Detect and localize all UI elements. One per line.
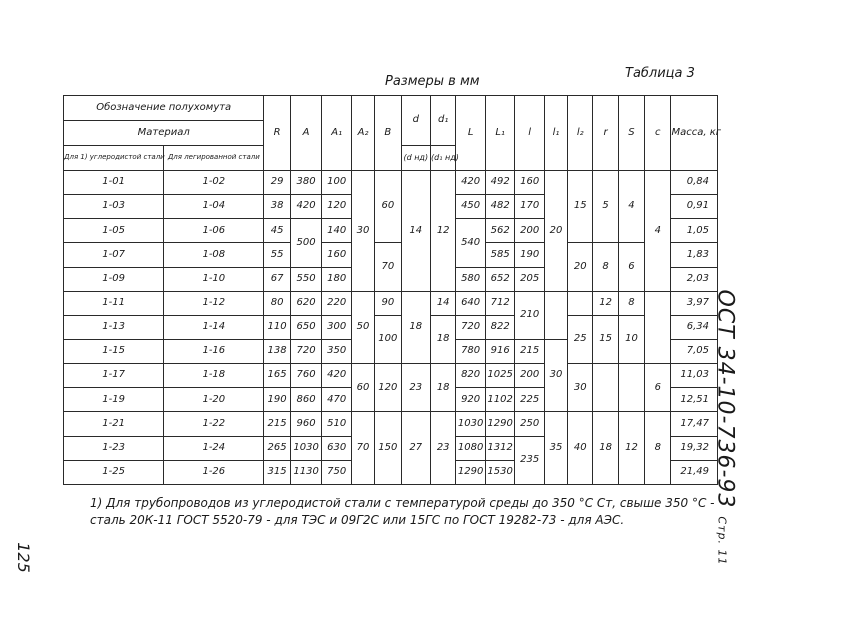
cell-mass: 3,97 [671, 291, 718, 315]
cell-s: 6 [618, 243, 644, 291]
cell-l1: 35 [544, 412, 567, 485]
cell-a: 650 [290, 315, 322, 339]
cell-l1-big: 1025 [485, 364, 515, 388]
header-alloy-steel: Для легированной стали [164, 146, 264, 171]
cell-carbon: 1-05 [64, 219, 164, 243]
cell-s: 10 [618, 315, 644, 363]
cell-l1-big: 822 [485, 315, 515, 339]
header-d1: d₁ [431, 96, 456, 146]
cell-alloy: 1-20 [164, 388, 264, 412]
cell-a2: 70 [351, 412, 374, 485]
cell-alloy: 1-04 [164, 195, 264, 219]
cell-b: 120 [375, 364, 401, 412]
cell-l2 [568, 291, 593, 315]
cell-d1: 14 [431, 291, 456, 315]
cell-carbon: 1-17 [64, 364, 164, 388]
header-pipe-designation: Обозначение полухомута [64, 96, 264, 121]
table-row [64, 243, 718, 267]
header-carbon-steel: Для 1) углеродистой стали [64, 146, 164, 171]
cell-a: 500 [290, 219, 322, 267]
cell-a1: 120 [322, 195, 352, 219]
cell-a1: 350 [322, 339, 352, 363]
header-a: A [290, 96, 322, 171]
cell-l1-big: 492 [485, 171, 515, 195]
cell-alloy: 1-18 [164, 364, 264, 388]
table-row [64, 412, 718, 436]
cell-a1: 160 [322, 243, 352, 267]
table-title: Таблица 3 [625, 66, 695, 81]
cell-l1-big: 712 [485, 291, 515, 315]
cell-mass: 17,47 [671, 412, 718, 436]
cell-a1: 510 [322, 412, 352, 436]
cell-r: 29 [264, 171, 290, 195]
cell-s: 8 [618, 291, 644, 315]
cell-l-big: 580 [456, 267, 486, 291]
cell-s: 4 [618, 171, 644, 243]
cell-a1: 470 [322, 388, 352, 412]
cell-a: 620 [290, 291, 322, 315]
table-row [64, 364, 718, 388]
cell-s: 12 [618, 412, 644, 485]
cell-l-big: 1290 [456, 460, 486, 484]
header-l2: l₂ [568, 96, 593, 171]
cell-r-small: 18 [593, 412, 618, 485]
cell-mass: 12,51 [671, 388, 718, 412]
designation-page: Стр. 11 [715, 516, 729, 566]
cell-a: 1130 [290, 460, 322, 484]
cell-s [618, 364, 644, 412]
cell-l-small: 215 [515, 339, 545, 363]
cell-l1-big: 916 [485, 339, 515, 363]
cell-l-big: 780 [456, 339, 486, 363]
cell-d: 23 [401, 364, 431, 412]
cell-b: 100 [375, 315, 401, 363]
cell-r: 55 [264, 243, 290, 267]
document-designation [713, 218, 738, 638]
cell-l1-big: 1530 [485, 460, 515, 484]
cell-a: 550 [290, 267, 322, 291]
cell-carbon: 1-01 [64, 171, 164, 195]
cell-r: 315 [264, 460, 290, 484]
cell-l-small: 190 [515, 243, 545, 267]
cell-l2: 25 [568, 315, 593, 363]
cell-l2: 30 [568, 364, 593, 412]
cell-l1 [544, 291, 567, 339]
header-l1: l₁ [544, 96, 567, 171]
cell-r: 80 [264, 291, 290, 315]
page-number: 125 [13, 542, 33, 573]
cell-alloy: 1-10 [164, 267, 264, 291]
cell-alloy: 1-14 [164, 315, 264, 339]
cell-c: 8 [645, 412, 671, 485]
cell-l-big: 450 [456, 195, 486, 219]
cell-a: 760 [290, 364, 322, 388]
cell-c: 4 [645, 171, 671, 292]
header-l1-big: L₁ [485, 96, 515, 171]
cell-mass: 19,32 [671, 436, 718, 460]
cell-alloy: 1-12 [164, 291, 264, 315]
cell-l-big: 540 [456, 219, 486, 267]
table-row [64, 315, 718, 339]
cell-a: 420 [290, 195, 322, 219]
cell-r: 67 [264, 267, 290, 291]
cell-l-big: 920 [456, 388, 486, 412]
cell-carbon: 1-13 [64, 315, 164, 339]
cell-l1-big: 652 [485, 267, 515, 291]
cell-r-small: 5 [593, 171, 618, 243]
table-row [64, 171, 718, 195]
cell-l-small: 250 [515, 412, 545, 436]
cell-l-big: 1080 [456, 436, 486, 460]
cell-d1: 18 [431, 315, 456, 363]
header-material: Материал [64, 121, 264, 146]
cell-alloy: 1-02 [164, 171, 264, 195]
cell-l-small: 200 [515, 364, 545, 388]
cell-r: 190 [264, 388, 290, 412]
cell-d: 14 [401, 171, 431, 292]
cell-mass: 11,03 [671, 364, 718, 388]
cell-r: 265 [264, 436, 290, 460]
cell-l-small: 160 [515, 171, 545, 195]
cell-mass: 7,05 [671, 339, 718, 363]
cell-a1: 220 [322, 291, 352, 315]
units-caption: Размеры в мм [385, 74, 480, 89]
header-l-small: l [515, 96, 545, 171]
cell-l-small: 200 [515, 219, 545, 243]
cell-mass: 1,05 [671, 219, 718, 243]
cell-alloy: 1-06 [164, 219, 264, 243]
cell-a1: 180 [322, 267, 352, 291]
footnote: 1) Для трубопроводов из углеродистой стали с температурой среды до 350 °С Ст, свыше 350 °С - сталь 20К-11 ГОСТ 5520-79 - для ТЭС и 09Г2С или 15ГС по ГОСТ 19282-73 - для АЭС. [90, 496, 715, 527]
cell-r-small: 12 [593, 291, 618, 315]
cell-d1: 23 [431, 412, 456, 485]
cell-a: 1030 [290, 436, 322, 460]
cell-carbon: 1-21 [64, 412, 164, 436]
cell-r: 110 [264, 315, 290, 339]
cell-carbon: 1-03 [64, 195, 164, 219]
cell-l1: 20 [544, 171, 567, 292]
cell-l-small: 205 [515, 267, 545, 291]
header-s: S [618, 96, 644, 171]
cell-l1-big: 1312 [485, 436, 515, 460]
header-d: d [401, 96, 431, 146]
cell-alloy: 1-22 [164, 412, 264, 436]
cell-r: 165 [264, 364, 290, 388]
header-l-big: L [456, 96, 486, 171]
header-a1: A₁ [322, 96, 352, 171]
cell-carbon: 1-25 [64, 460, 164, 484]
cell-l-small: 235 [515, 436, 545, 484]
table-row [64, 291, 718, 315]
cell-mass: 6,34 [671, 315, 718, 339]
header-r: R [264, 96, 290, 171]
cell-l1-big: 1102 [485, 388, 515, 412]
cell-d: 18 [401, 291, 431, 363]
cell-d: 27 [401, 412, 431, 485]
cell-alloy: 1-08 [164, 243, 264, 267]
cell-l1: 30 [544, 339, 567, 411]
cell-b: 150 [375, 412, 401, 485]
cell-l1-big: 482 [485, 195, 515, 219]
cell-l-big: 640 [456, 291, 486, 315]
cell-c: 6 [645, 364, 671, 412]
header-c: c [645, 96, 671, 171]
cell-carbon: 1-11 [64, 291, 164, 315]
cell-d1: 18 [431, 364, 456, 412]
cell-alloy: 1-24 [164, 436, 264, 460]
cell-alloy: 1-16 [164, 339, 264, 363]
cell-mass: 21,49 [671, 460, 718, 484]
cell-carbon: 1-15 [64, 339, 164, 363]
cell-carbon: 1-07 [64, 243, 164, 267]
cell-l1-big: 562 [485, 219, 515, 243]
cell-l-big: 1030 [456, 412, 486, 436]
cell-a2: 60 [351, 364, 374, 412]
cell-a1: 300 [322, 315, 352, 339]
cell-b: 90 [375, 291, 401, 315]
cell-r: 38 [264, 195, 290, 219]
cell-alloy: 1-26 [164, 460, 264, 484]
designation-code: ОСТ 34-10-736-93 [712, 289, 738, 509]
cell-l-big: 420 [456, 171, 486, 195]
cell-carbon: 1-09 [64, 267, 164, 291]
cell-l2: 40 [568, 412, 593, 485]
cell-l1-big: 1290 [485, 412, 515, 436]
cell-a1: 100 [322, 171, 352, 195]
cell-l-big: 820 [456, 364, 486, 388]
cell-l2: 15 [568, 171, 593, 243]
cell-carbon: 1-19 [64, 388, 164, 412]
cell-l-big: 720 [456, 315, 486, 339]
cell-a1: 630 [322, 436, 352, 460]
cell-r-small: 15 [593, 315, 618, 363]
cell-a: 720 [290, 339, 322, 363]
cell-d1: 12 [431, 171, 456, 292]
cell-r-small: 8 [593, 243, 618, 291]
cell-a: 380 [290, 171, 322, 195]
cell-a1: 420 [322, 364, 352, 388]
header-b: B [375, 96, 401, 171]
cell-a: 960 [290, 412, 322, 436]
cell-mass: 2,03 [671, 267, 718, 291]
cell-r-small [593, 364, 618, 412]
cell-a2: 30 [351, 171, 374, 292]
cell-c [645, 291, 671, 363]
cell-mass: 1,83 [671, 243, 718, 267]
cell-r: 138 [264, 339, 290, 363]
cell-carbon: 1-23 [64, 436, 164, 460]
cell-b: 60 [375, 171, 401, 243]
cell-a: 860 [290, 388, 322, 412]
dimensions-table [63, 95, 722, 485]
cell-l-small: 225 [515, 388, 545, 412]
cell-b: 70 [375, 243, 401, 291]
cell-l-small: 210 [515, 291, 545, 339]
header-r-small: r [593, 96, 618, 171]
header-mass: Масса, кг [671, 96, 718, 171]
cell-mass: 0,84 [671, 171, 718, 195]
cell-a1: 140 [322, 219, 352, 243]
header-a2: A₂ [351, 96, 374, 171]
cell-a2: 50 [351, 291, 374, 363]
cell-l2: 20 [568, 243, 593, 291]
header-d1-sub: (d₁ нд) [431, 146, 456, 171]
header-d-sub: (d нд) [401, 146, 431, 171]
cell-r: 215 [264, 412, 290, 436]
cell-a1: 750 [322, 460, 352, 484]
cell-l1-big: 585 [485, 243, 515, 267]
cell-l-small: 170 [515, 195, 545, 219]
cell-mass: 0,91 [671, 195, 718, 219]
cell-r: 45 [264, 219, 290, 243]
